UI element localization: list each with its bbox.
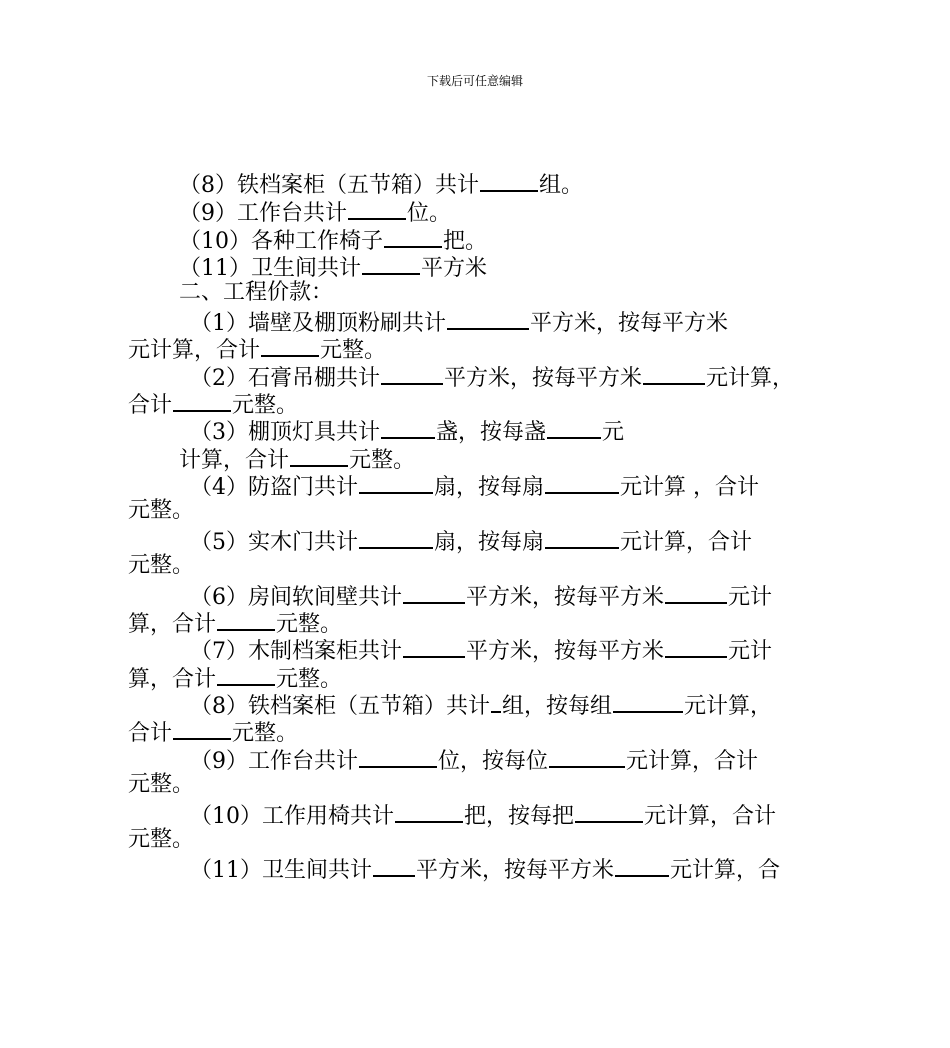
blank-underline	[480, 168, 538, 192]
blank-underline	[290, 443, 348, 467]
section-2-heading: 二、工程价款：	[179, 280, 334, 305]
blank-underline	[381, 361, 443, 385]
price-item-11-line-a: （11）卫生间共计 平方米，按每平方米 元计算，合	[190, 853, 890, 884]
blank-underline	[261, 333, 319, 357]
blank-underline	[575, 799, 643, 823]
blank-underline	[173, 716, 231, 740]
price-item-2-line-b: 合计 元整。	[128, 388, 828, 419]
price-item-6-line-a: （6）房间软间壁共计 平方米，按每平方米 元计	[190, 580, 890, 611]
blank-underline	[359, 744, 437, 768]
price-item-4-line-b: 元整。	[128, 498, 195, 523]
blank-underline	[373, 853, 415, 877]
blank-underline	[643, 361, 705, 385]
item-9-workbench-count-line: （9）工作台共计 位。	[179, 196, 879, 227]
blank-underline	[545, 525, 619, 549]
price-item-9-line-b: 元整。	[128, 772, 195, 797]
blank-underline	[173, 388, 231, 412]
blank-underline	[547, 415, 601, 439]
blank-underline	[384, 224, 442, 248]
blank-underline	[491, 689, 501, 713]
item-8-cabinet-count-line: （8）铁档案柜（五节箱）共计 组。	[179, 168, 879, 199]
price-item-7-line-b: 算，合计 元整。	[128, 662, 828, 693]
blank-underline	[348, 196, 406, 220]
blank-underline	[217, 662, 275, 686]
price-item-1-line-b: 元计算，合计 元整。	[128, 333, 828, 364]
blank-underline	[403, 634, 465, 658]
blank-underline	[362, 251, 420, 275]
price-item-3-line-b: 计算，合计 元整。	[179, 443, 879, 474]
price-item-3-line-a: （3）棚顶灯具共计 盏，按每盏 元	[190, 415, 890, 446]
price-item-6-line-b: 算，合计 元整。	[128, 607, 828, 638]
price-item-10-line-b: 元整。	[128, 827, 195, 852]
blank-underline	[217, 607, 275, 631]
blank-underline	[665, 580, 727, 604]
price-item-5-line-a: （5）实木门共计 扇，按每扇 元计算，合计	[190, 525, 890, 556]
blank-underline	[381, 415, 435, 439]
blank-underline	[665, 634, 727, 658]
blank-underline	[403, 580, 465, 604]
blank-underline	[613, 689, 683, 713]
blank-underline	[615, 853, 669, 877]
item-10-chairs-count-line: （10）各种工作椅子 把。	[179, 224, 879, 255]
price-item-4-line-a: （4）防盗门共计 扇，按每扇 元计算 ，合计	[190, 470, 890, 501]
price-item-8-line-a: （8）铁档案柜（五节箱）共计 组，按每组 元计算，	[190, 689, 890, 720]
page-header-note: 下载后可任意编辑	[426, 74, 523, 88]
blank-underline	[545, 470, 619, 494]
item-11-restroom-area-line: （11）卫生间共计 平方米	[179, 251, 879, 282]
price-item-7-line-a: （7）木制档案柜共计 平方米，按每平方米 元计	[190, 634, 890, 665]
blank-underline	[447, 306, 529, 330]
blank-underline	[359, 470, 433, 494]
price-item-8-line-b: 合计 元整。	[128, 716, 828, 747]
price-item-1-line-a: （1）墙壁及棚顶粉刷共计 平方米，按每平方米	[190, 306, 890, 337]
price-item-10-line-a: （10）工作用椅共计 把，按每把 元计算，合计	[190, 799, 890, 830]
price-item-2-line-a: （2）石膏吊棚共计 平方米，按每平方米 元计算，	[190, 361, 890, 392]
price-item-9-line-a: （9）工作台共计 位，按每位 元计算，合计	[190, 744, 890, 775]
blank-underline	[549, 744, 625, 768]
blank-underline	[359, 525, 433, 549]
price-item-5-line-b: 元整。	[128, 553, 195, 578]
blank-underline	[395, 799, 463, 823]
